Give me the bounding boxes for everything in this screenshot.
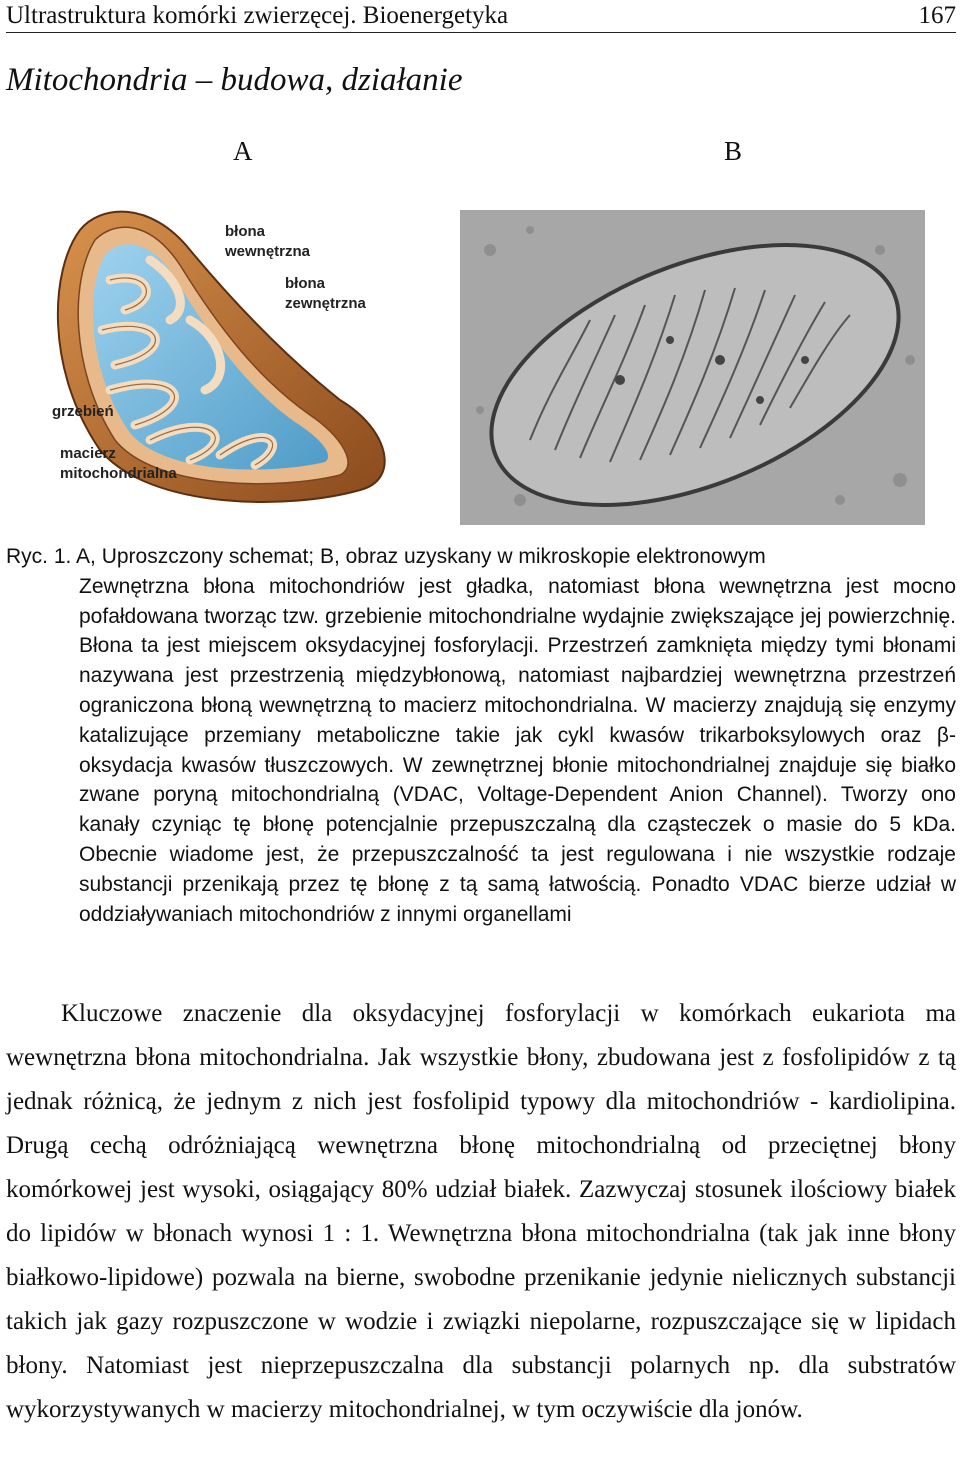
label-matrix-2: mitochondrialna	[60, 465, 177, 482]
running-header	[6, 0, 956, 33]
electron-micrograph	[460, 210, 925, 525]
page-number: 167	[918, 2, 956, 29]
label-inner-membrane-2: wewnętrzna	[225, 243, 311, 260]
body-paragraph: Kluczowe znaczenie dla oksydacyjnej fosforylacji w komórkach eukariota ma wewnętrzna błona mitochondrialna. Jak wszystkie błony, zbudowana jest z fosfolipidów z tą jednak różnicą, że jednym z nich jest fosfolipid typowy dla mitochondriów - kardiolipina. Drugą cechą odróżniającą wewnętrzna błonę mitochondrialną od przeciętnej błony komórkowej jest wysoki, osiągający 80% udział białek. Zazwyczaj stosunek ilościowy białek do lipidów w błonach wynosi 1 : 1. Wewnętrzna błona mitochondrialna (tak jak inne błony białkowo-lipidowe) pozwala na bierne, swobodne przenikanie jedynie nielicznych substancji takich jak gazy rozpuszczone w wodzie i związki niepolarne, rozpuszczające się w lipidach błony. Natomiast jest nieprzepuszczalna dla substancji polarnych np. dla substratów wykorzystywanych w macierzy mitochondrialnej, w tym oczywiście dla jonów.	[6, 1000, 956, 1423]
label-inner-membrane-1: błona	[225, 223, 265, 240]
figure-label-a: A	[233, 136, 253, 166]
label-matrix-1: macierz	[60, 445, 116, 462]
label-crista: grzebień	[52, 403, 114, 420]
running-title: Ultrastruktura komórki zwierzęcej. Bioenergetyka	[6, 2, 509, 29]
mitochondrion-schematic	[40, 190, 420, 520]
caption-description: Zewnętrzna błona mitochondriów jest gładka, natomiast błona wewnętrzna jest mocno pofałdowana tworząc tzw. grzebienie mitochondrialne wydajnie zwiększające jej powierzchnię. Błona ta jest miejscem oksydacyjnej fosforylacji. Przestrzeń zamknięta między tymi błonami nazywana jest przestrzenią międzybłonową, natomiast najbardziej wewnętrzna przestrzeń ograniczona błoną wewnętrzną to macierz mitochondrialna. W macierzy znajdują się enzymy katalizujące przemiany metaboliczne takie jak cykl kwasów trikarboksylowych oraz β-oksydacja kwasów tłuszczowych. W zewnętrznej błonie mitochondrialnej znajduje się białko zwane poryną mitochondrialną (VDAC, Voltage-Dependent Anion Channel). Tworzy ono kanały czyniąc tę błonę potencjalnie przepuszczalną dla cząsteczek o masie do 5 kDa. Obecnie wiadome jest, że przepuszczalność ta jest regulowana i nie wszystkie rodzaje substancji przenikają przez tę błonę z tą samą łatwością. Ponadto VDAC bierze udział w oddziaływaniach mitochondriów z innymi organellami	[79, 574, 956, 926]
label-outer-membrane-1: błona	[285, 275, 325, 292]
figure-label-b: B	[724, 136, 743, 166]
figure-caption	[6, 542, 956, 929]
label-outer-membrane-2: zewnętrzna	[285, 295, 366, 312]
caption-first-line: Ryc. 1. A, Uproszczony schemat; B, obraz uzyskany w mikroskopie elektronowym	[6, 545, 766, 568]
section-title: Mitochondria – budowa, działanie	[6, 62, 463, 98]
